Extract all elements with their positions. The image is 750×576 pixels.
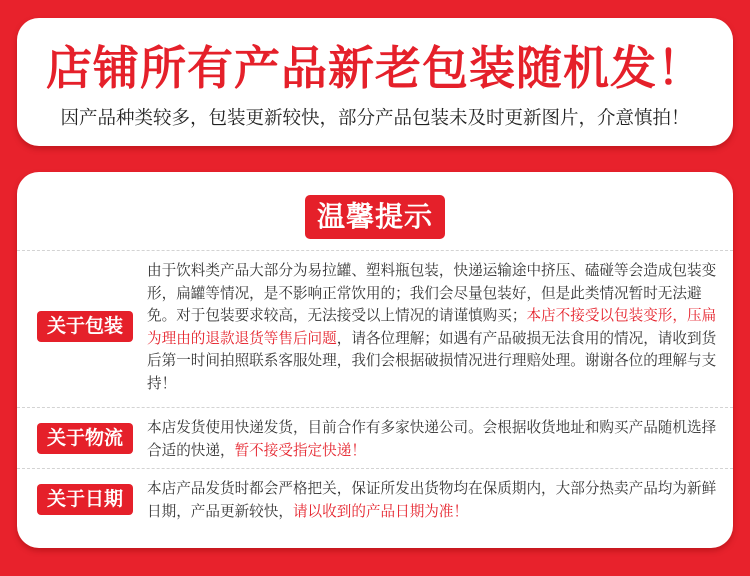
- divider: [17, 250, 733, 251]
- logistics-highlight: 暂不接受指定快递！: [234, 441, 366, 459]
- subline: 因产品种类较多，包装更新较快，部分产品包装未及时更新图片，介意慎拍！: [60, 108, 690, 129]
- section-text-logistics: [147, 417, 719, 462]
- packaging-highlight: 本店不接受以包装变形，压扁为理由的退款退货等售后问题: [147, 307, 717, 347]
- section-text-date: [147, 478, 719, 523]
- date-highlight: 请以收到的产品日期为准！: [292, 502, 469, 520]
- section-text-packaging: [147, 260, 719, 395]
- section-tag-date: 关于日期: [37, 484, 133, 515]
- section-tag-logistics: 关于物流: [37, 423, 133, 454]
- date-text-before: 本店产品发货时都会严格把关，保证所发出货物均在保质期内，大部分热卖产品均为新鲜日期，产品更新较快，: [147, 480, 717, 520]
- tips-card: [17, 172, 733, 548]
- divider: [17, 468, 733, 469]
- packaging-text-after: ，请各位理解；如遇有产品破损无法食用的情况，请收到货后第一时间拍照联系客服处理，我们会根据破损情况进行理赔处理。谢谢各位的理解与支持！: [147, 329, 717, 392]
- section-tag-packaging: 关于包装: [37, 311, 133, 342]
- logistics-text-before: 本店发货使用快递发货，目前合作有多家快递公司。会根据收货地址和购买产品随机选择合适的快递，: [147, 419, 717, 459]
- headline: 店铺所有产品新老包装随机发！: [46, 41, 704, 95]
- notice-banner-card: [17, 18, 733, 146]
- divider: [17, 407, 733, 408]
- packaging-text-before: 由于饮料类产品大部分为易拉罐、塑料瓶包装，快递运输途中挤压、磕碰等会造成包装变形，扁罐等情况，是不影响正常饮用的；我们会尽量包装好，但是此类情况暂时无法避免。对于包装要求较高，无法接受以上情况的请谨慎购买；: [147, 262, 717, 324]
- tips-title-badge: 温馨提示: [305, 195, 445, 239]
